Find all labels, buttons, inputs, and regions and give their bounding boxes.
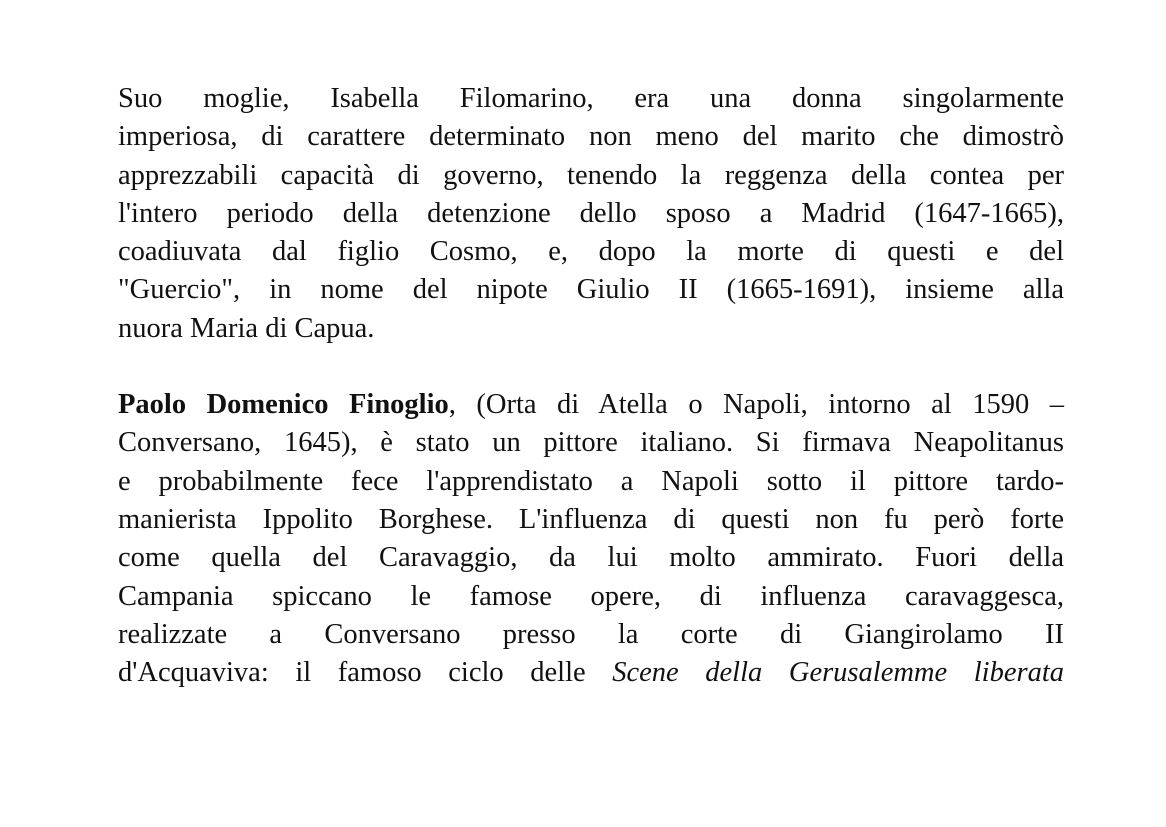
text-line: nuora Maria di Capua. (118, 312, 375, 344)
text-line: coadiuvata dal figlio Cosmo, e, dopo la morte di questi e del (118, 236, 1064, 268)
text-line (118, 654, 1064, 692)
paragraph-paolo-domenico-finoglio (118, 386, 1064, 692)
document-page (118, 80, 1064, 692)
text-line: "Guercio", in nome del nipote Giulio II (1665-1691), insieme alla (118, 274, 1064, 306)
paragraph-isabella-filomarino (118, 80, 1064, 348)
text-line-plain: d'Acquaviva: il famoso ciclo delle (118, 657, 613, 689)
text-line: realizzate a Conversano presso la corte di Giangirolamo II (118, 618, 1064, 650)
text-line: Conversano, 1645), è stato un pittore italiano. Si firmava Neapolitanus (118, 427, 1064, 459)
text-line: manierista Ippolito Borghese. L'influenza di questi non fu però forte (118, 503, 1064, 535)
bold-name: Paolo Domenico Finoglio (118, 389, 449, 421)
text-line: Suo moglie, Isabella Filomarino, era una donna singolarmente (118, 83, 1064, 114)
text-line: imperiosa, di carattere determinato non meno del marito che dimostrò (118, 121, 1064, 153)
text-line (118, 386, 1064, 424)
text-line: l'intero periodo della detenzione dello sposo a Madrid (1647-1665), (118, 197, 1064, 229)
text-line: apprezzabili capacità di governo, tenendo la reggenza della contea per (118, 159, 1064, 191)
text-line-rest: , (Orta di Atella o Napoli, intorno al 1590 – (448, 389, 1064, 421)
text-line: e probabilmente fece l'apprendistato a Napoli sotto il pittore tardo- (118, 465, 1064, 497)
text-line: Campania spiccano le famose opere, di influenza caravaggesca, (118, 580, 1064, 612)
italic-title: Scene della Gerusalemme liberata (612, 657, 1064, 689)
text-line: come quella del Caravaggio, da lui molto ammirato. Fuori della (118, 542, 1064, 574)
